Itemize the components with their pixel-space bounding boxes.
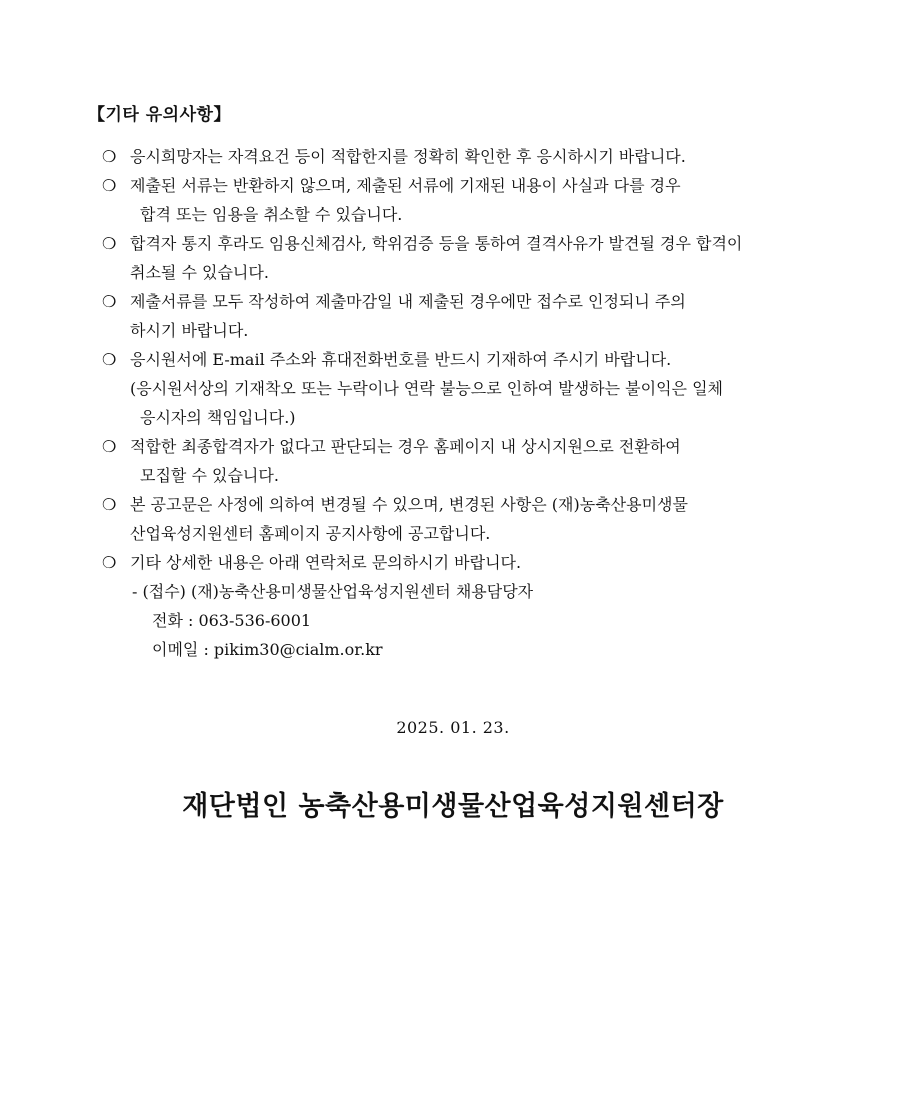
item-text-continued: 모집할 수 있습니다.	[140, 466, 279, 485]
circle-bullet-icon: ❍	[102, 437, 117, 456]
notice-date: 2025. 01. 23.	[396, 718, 510, 737]
list-item	[102, 229, 827, 287]
contact-header: - (접수) (재)농축산용미생물산업육성지원센터 채용담당자	[132, 582, 534, 601]
item-text: 적합한 최종합격자가 없다고 판단되는 경우 홈페이지 내 상시지원으로 전환하여	[130, 437, 681, 456]
item-text-continued: 산업육성지원센터 홈페이지 공지사항에 공고합니다.	[130, 524, 491, 543]
list-item	[102, 171, 827, 229]
list-item	[102, 142, 827, 171]
circle-bullet-icon: ❍	[102, 147, 117, 166]
item-text: 기타 상세한 내용은 아래 연락처로 문의하시기 바랍니다.	[130, 553, 522, 572]
item-note-continued: 응시자의 책임입니다.)	[140, 408, 296, 427]
circle-bullet-icon: ❍	[102, 292, 117, 311]
circle-bullet-icon: ❍	[102, 553, 117, 572]
item-text: 제출된 서류는 반환하지 않으며, 제출된 서류에 기재된 내용이 사실과 다를 경우	[130, 176, 681, 195]
item-text: 제출서류를 모두 작성하여 제출마감일 내 제출된 경우에만 접수로 인정되니 주의	[130, 292, 686, 311]
section-title: 【기타 유의사항】	[88, 105, 231, 125]
item-text: 응시원서에 E-mail 주소와 휴대전화번호를 반드시 기재하여 주시기 바랍니다.	[130, 350, 672, 369]
contact-phone: 전화 : 063-536-6001	[152, 611, 312, 630]
list-item	[102, 490, 827, 548]
list-item	[102, 345, 827, 432]
item-note: (응시원서상의 기재착오 또는 누락이나 연락 불능으로 인하여 발생하는 불이익은 일체	[130, 379, 723, 398]
item-text-continued: 취소될 수 있습니다.	[130, 263, 269, 282]
item-text-continued: 하시기 바랍니다.	[130, 321, 249, 340]
circle-bullet-icon: ❍	[102, 495, 117, 514]
notice-list	[102, 142, 827, 664]
contact-block	[102, 577, 827, 664]
list-item	[102, 548, 827, 577]
circle-bullet-icon: ❍	[102, 234, 117, 253]
item-text: 응시희망자는 자격요건 등이 적합한지를 정확히 확인한 후 응시하시기 바랍니다.	[130, 147, 686, 166]
contact-email: 이메일 : pikim30@cialm.or.kr	[152, 640, 383, 659]
list-item	[102, 432, 827, 490]
circle-bullet-icon: ❍	[102, 176, 117, 195]
item-text: 합격자 통지 후라도 임용신체검사, 학위검증 등을 통하여 결격사유가 발견될 경우 합격이	[130, 234, 743, 253]
issuer-name: 재단법인 농축산용미생물산업육성지원센터장	[182, 791, 724, 822]
circle-bullet-icon: ❍	[102, 350, 117, 369]
item-text-continued: 합격 또는 임용을 취소할 수 있습니다.	[140, 205, 403, 224]
item-text: 본 공고문은 사정에 의하여 변경될 수 있으며, 변경된 사항은 (재)농축산용미생물	[130, 495, 688, 514]
list-item	[102, 287, 827, 345]
